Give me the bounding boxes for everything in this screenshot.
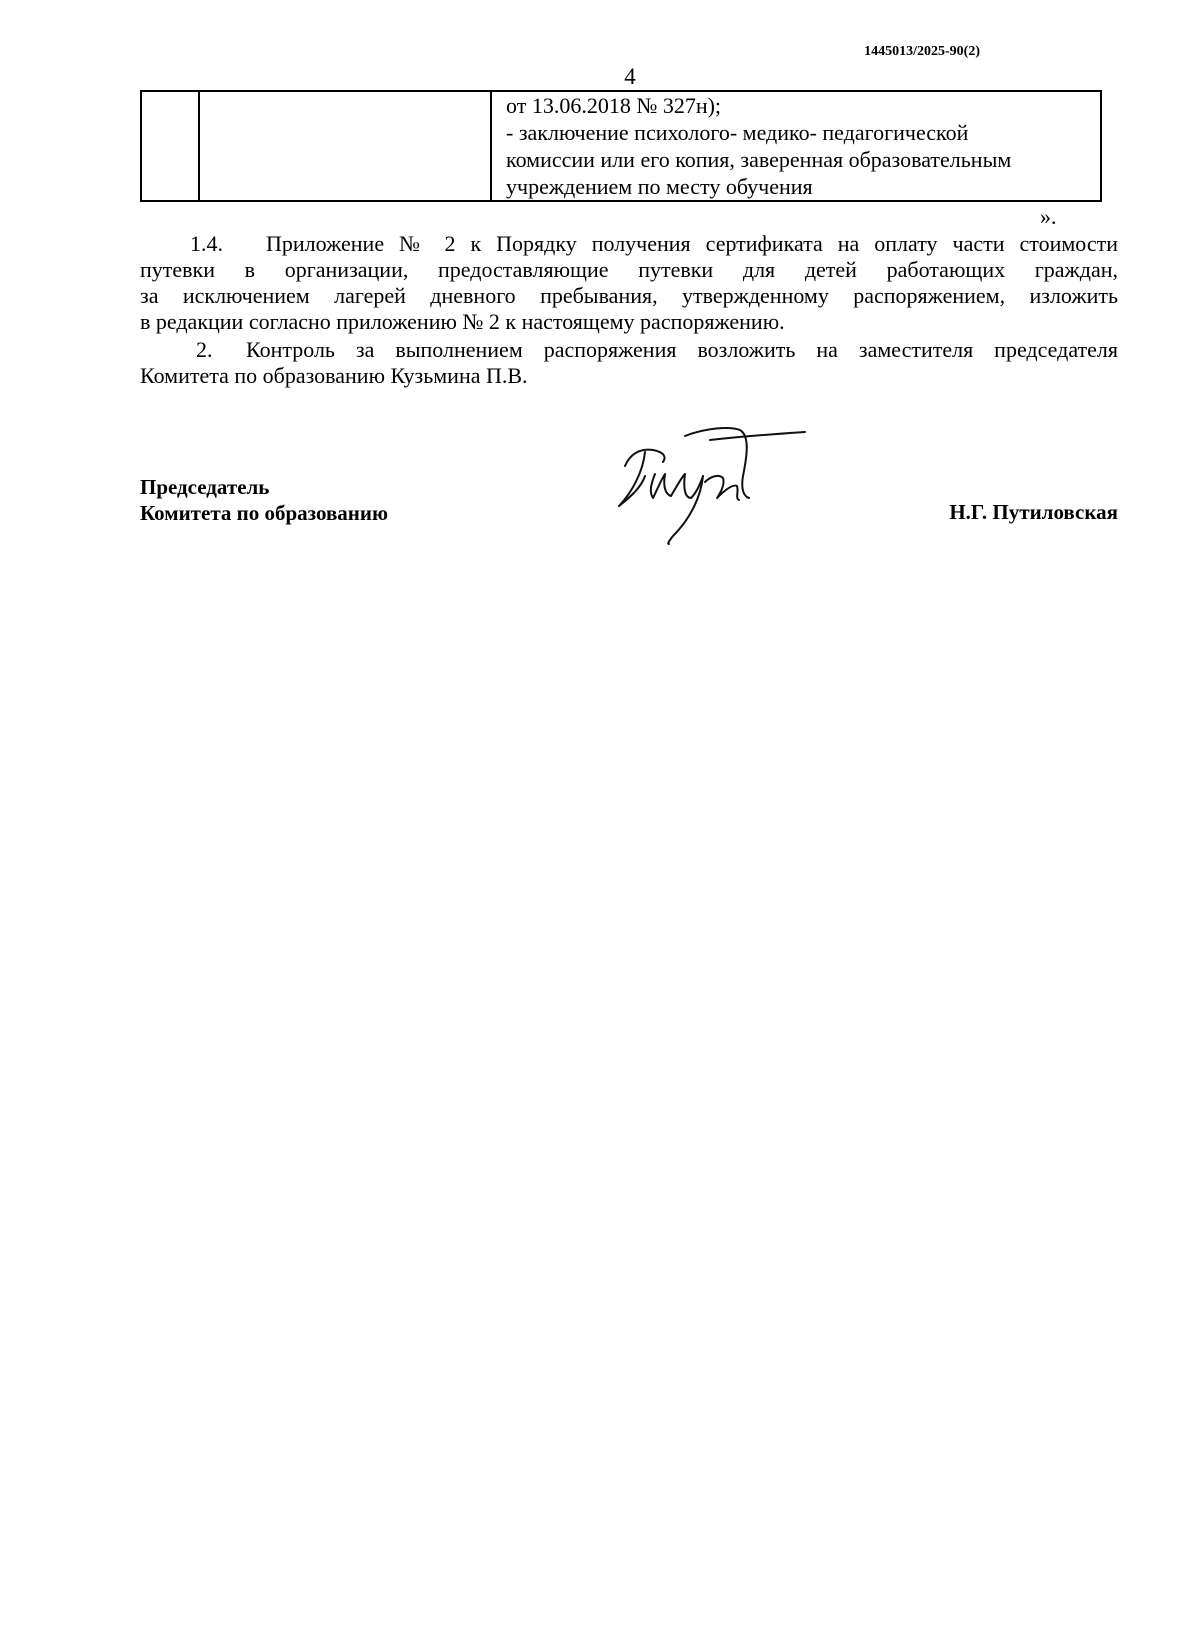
signer-position-line: Председатель [140, 475, 270, 499]
paragraph-line: за исключением лагерей дневного пребывания, утвержденному распоряжением, изложить [140, 283, 1118, 308]
table-cell-category [199, 91, 491, 201]
paragraph-text: Приложение № 2 к Порядку получения сертификата на оплату части стоимости [266, 231, 1118, 256]
page-number: 4 [624, 64, 636, 89]
document-number: 1445013/2025-90(2) [864, 44, 980, 59]
paragraph-1-4 [140, 231, 1118, 335]
paragraph-line [140, 231, 1118, 257]
signer-position-line: Комитета по образованию [140, 501, 389, 525]
table-row [141, 91, 1101, 201]
signer-name: Н.Г. Путиловская [949, 500, 1118, 524]
paragraph-line: в редакции согласно приложению № 2 к настоящему распоряжению. [140, 309, 785, 334]
table-cell-line: от 13.06.2018 № 327н); [506, 93, 722, 118]
table-cell-documents [491, 91, 1101, 201]
table-cell-line: комиссии или его копия, заверенная образовательным [506, 147, 1012, 172]
closing-quote: ». [1040, 204, 1057, 229]
paragraph-text: Контроль за выполнением распоряжения возложить на заместителя председателя [246, 337, 1118, 362]
table-cell-number [141, 91, 199, 201]
table-cell-line: - заключение психолого- медико- педагогической [506, 120, 969, 145]
paragraph-line [140, 337, 1118, 363]
paragraph-line: Комитета по образованию Кузьмина П.В. [140, 363, 528, 388]
signer-position [140, 474, 388, 526]
handwritten-signature [615, 426, 825, 556]
paragraph-line: путевки в организации, предоставляющие путевки для детей работающих граждан, [140, 257, 1118, 282]
paragraph-2 [140, 337, 1118, 389]
paragraph-number: 1.4. [190, 231, 223, 256]
paragraph-number: 2. [196, 337, 213, 362]
table-cell-line: учреждением по месту обучения [506, 174, 813, 199]
requirements-table [140, 90, 1102, 202]
